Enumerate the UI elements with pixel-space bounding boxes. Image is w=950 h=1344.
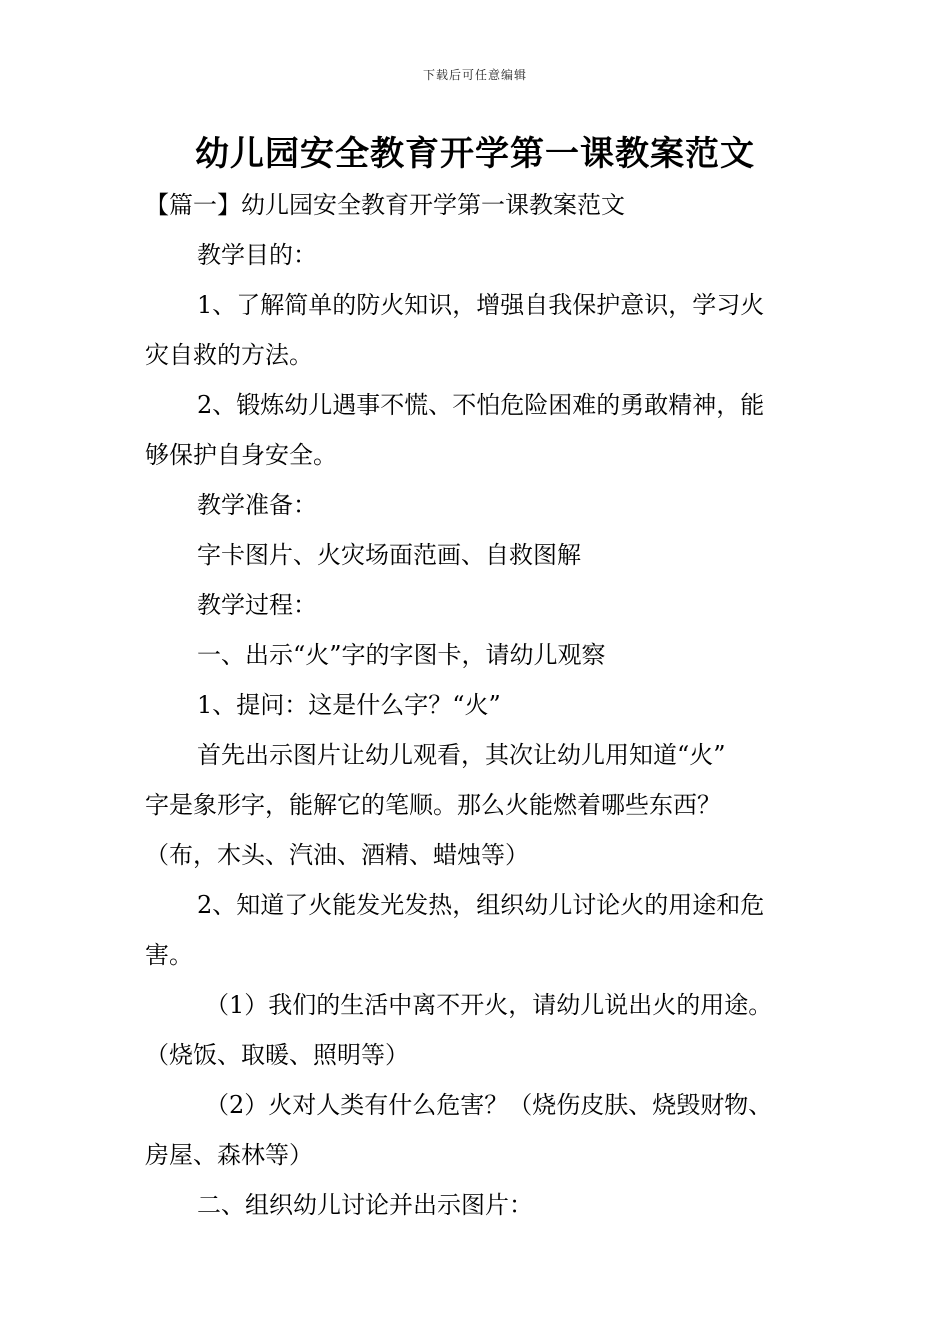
paragraph-line: 教学过程： (197, 591, 317, 619)
paragraph-line: 灾自救的方法。 (145, 341, 313, 369)
paragraph-line: 1、提问：这是什么字？“火” (197, 691, 501, 719)
document-body (145, 180, 810, 1230)
paragraph-line: 首先出示图片让幼儿观看，其次让幼儿用知道“火” (197, 741, 726, 769)
paragraph-line: 1、了解简单的防火知识，增强自我保护意识，学习火 (197, 291, 765, 319)
paragraph-line: 房屋、森林等） (145, 1141, 313, 1169)
document-title: 幼儿园安全教育开学第一课教案范文 (195, 134, 755, 174)
paragraph-line: 教学目的： (197, 241, 317, 269)
paragraph-line: （2）火对人类有什么危害？（烧伤皮肤、烧毁财物、 (205, 1091, 773, 1119)
paragraph-line: 够保护自身安全。 (145, 441, 337, 469)
paragraph-line: （1）我们的生活中离不开火，请幼儿说出火的用途。 (205, 991, 773, 1019)
header-note: 下载后可任意编辑 (422, 68, 527, 82)
paragraph-line: 2、知道了火能发光发热，组织幼儿讨论火的用途和危 (197, 891, 765, 919)
paragraph-line: 字卡图片、火灾场面范画、自救图解 (197, 541, 581, 569)
paragraph-line: 二、组织幼儿讨论并出示图片： (197, 1191, 533, 1219)
paragraph-line: 2、锻炼幼儿遇事不慌、不怕危险困难的勇敢精神，能 (197, 391, 765, 419)
paragraph-line: （布，木头、汽油、酒精、蜡烛等） (145, 841, 529, 869)
paragraph-line: （烧饭、取暖、照明等） (145, 1041, 409, 1069)
paragraph-line: 害。 (145, 941, 193, 969)
paragraph-line: 字是象形字，能解它的笔顺。那么火能燃着哪些东西？ (145, 791, 721, 819)
section-heading: 【篇一】幼儿园安全教育开学第一课教案范文 (145, 191, 625, 219)
paragraph-line: 教学准备： (197, 491, 317, 519)
paragraph-line: 一、出示“火”字的字图卡，请幼儿观察 (197, 641, 606, 669)
